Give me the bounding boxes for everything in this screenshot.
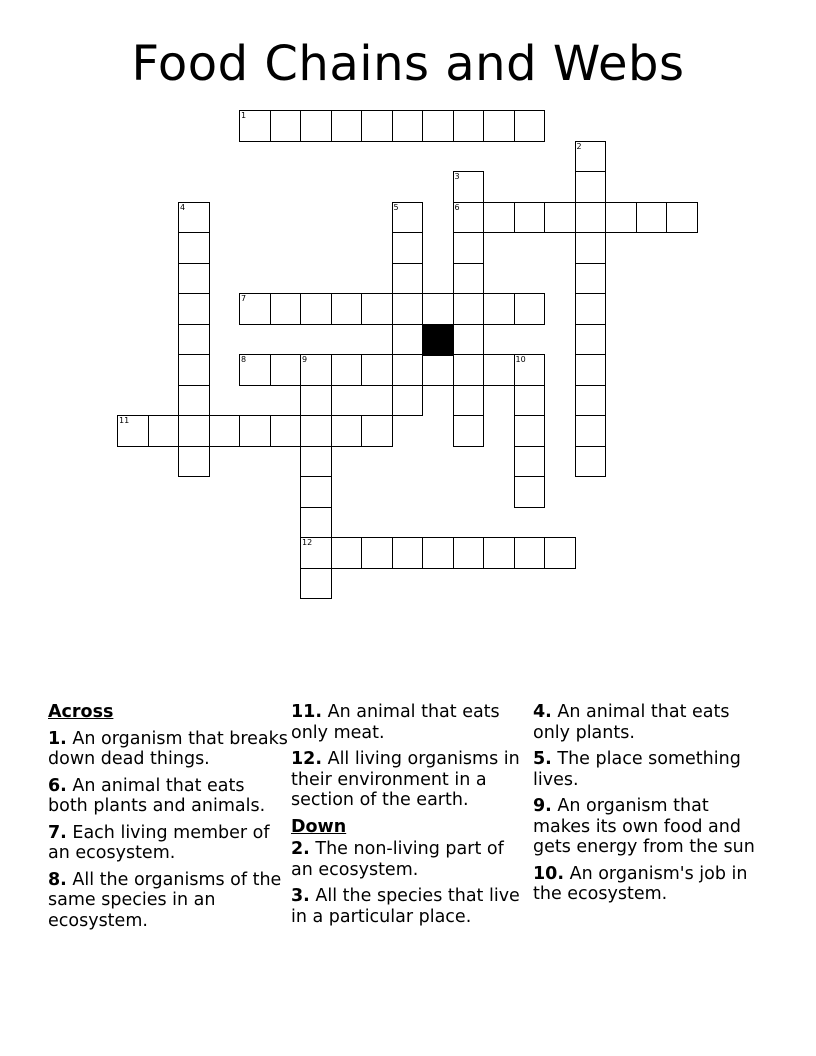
clue-number: 9 <box>302 355 308 364</box>
grid-cell[interactable] <box>514 354 546 386</box>
grid-cell[interactable] <box>178 202 210 234</box>
grid-cell[interactable] <box>483 537 515 569</box>
clue-number: 10 <box>515 355 526 364</box>
grid-cell[interactable] <box>117 415 149 447</box>
grid-cell[interactable] <box>392 324 424 356</box>
grid-cell[interactable] <box>514 202 546 234</box>
grid-cell[interactable] <box>361 293 393 325</box>
grid-cell[interactable] <box>575 354 607 386</box>
grid-cell[interactable] <box>331 415 363 447</box>
grid-cell[interactable] <box>453 324 485 356</box>
grid-cell[interactable] <box>514 385 546 417</box>
grid-cell[interactable] <box>514 537 546 569</box>
clue-number: 11 <box>119 416 130 425</box>
clue <box>533 864 768 905</box>
clue-number: 3 <box>454 172 460 181</box>
clue-text: An organism that breaks down dead things. <box>48 728 288 769</box>
grid-cell[interactable] <box>178 263 210 295</box>
grid-cell[interactable] <box>300 385 332 417</box>
grid-cell[interactable] <box>331 110 363 142</box>
grid-cell[interactable] <box>453 537 485 569</box>
grid-cell[interactable] <box>392 232 424 264</box>
grid-cell[interactable] <box>422 354 454 386</box>
clue-number: 11. <box>291 702 323 722</box>
page-title: Food Chains and Webs <box>131 36 685 92</box>
grid-cell[interactable] <box>575 385 607 417</box>
grid-cell[interactable] <box>331 537 363 569</box>
clue <box>533 749 768 790</box>
grid-cell[interactable] <box>392 202 424 234</box>
clue <box>48 823 288 864</box>
grid-cell[interactable] <box>453 354 485 386</box>
grid-cell[interactable] <box>300 110 332 142</box>
clue-number: 6. <box>48 775 67 796</box>
grid-cell[interactable] <box>300 354 332 386</box>
clue-text: An animal that eats only meat. <box>291 702 500 743</box>
grid-cell[interactable] <box>239 293 271 325</box>
grid-cell[interactable] <box>453 202 485 234</box>
grid-cell[interactable] <box>270 415 302 447</box>
grid-cell[interactable] <box>453 232 485 264</box>
grid-cell[interactable] <box>178 354 210 386</box>
clue-text: Each living member of an ecosystem. <box>48 822 270 863</box>
clue-number: 9. <box>533 796 552 816</box>
clue-number: 8. <box>48 869 67 890</box>
grid-cell[interactable] <box>392 263 424 295</box>
clue <box>48 870 288 932</box>
grid-cell[interactable] <box>422 537 454 569</box>
clue <box>533 702 768 743</box>
grid-cell[interactable] <box>361 354 393 386</box>
clue-number: 2. <box>291 839 310 859</box>
grid-cell[interactable] <box>514 293 546 325</box>
clue-number: 8 <box>241 355 247 364</box>
clues-column-1 <box>48 702 288 937</box>
clue-text: An organism that makes its own food and gets energy from the sun <box>533 796 755 857</box>
grid-cell[interactable] <box>392 110 424 142</box>
clue-text: An organism's job in the ecosystem. <box>533 863 748 904</box>
clue-number: 7 <box>241 294 247 303</box>
clue-number: 4. <box>533 702 552 722</box>
clue-text: All living organisms in their environment in a section of the earth. <box>291 749 520 810</box>
grid-cell[interactable] <box>178 415 210 447</box>
clue-text: An animal that eats only plants. <box>533 702 730 743</box>
grid-cell[interactable] <box>483 293 515 325</box>
grid-cell[interactable] <box>300 507 332 539</box>
grid-cell[interactable] <box>361 537 393 569</box>
clue-number: 12. <box>291 749 323 769</box>
grid-cell[interactable] <box>392 354 424 386</box>
grid-cell[interactable] <box>300 446 332 478</box>
clue <box>291 839 523 880</box>
grid-cell[interactable] <box>209 415 241 447</box>
clue <box>48 776 288 817</box>
across-heading: Across <box>48 702 114 722</box>
grid-cell[interactable] <box>575 232 607 264</box>
across-clues-list <box>48 729 288 932</box>
clues-column-3 <box>533 702 768 911</box>
grid-cell[interactable] <box>300 415 332 447</box>
clue <box>291 749 523 811</box>
grid-cell[interactable] <box>392 385 424 417</box>
clues-column-2 <box>291 702 523 933</box>
grid-cell[interactable] <box>392 537 424 569</box>
down-heading: Down <box>291 816 347 837</box>
grid-cell[interactable] <box>453 385 485 417</box>
grid-cell[interactable] <box>300 293 332 325</box>
grid-cell[interactable] <box>178 293 210 325</box>
grid-cell[interactable] <box>300 476 332 508</box>
grid-cell[interactable] <box>331 354 363 386</box>
grid-cell[interactable] <box>514 446 546 478</box>
grid-cell[interactable] <box>270 293 302 325</box>
clue-number: 1. <box>48 728 67 749</box>
clue-text: The non-living part of an ecosystem. <box>291 839 504 880</box>
grid-cell[interactable] <box>453 293 485 325</box>
grid-cell[interactable] <box>422 110 454 142</box>
grid-cell[interactable] <box>666 202 698 234</box>
clue-number: 5 <box>393 202 399 212</box>
grid-cell[interactable] <box>575 141 607 173</box>
grid-cell[interactable] <box>361 415 393 447</box>
grid-cell[interactable] <box>514 415 546 447</box>
clue-number: 7. <box>48 822 67 843</box>
grid-cell[interactable] <box>453 171 485 203</box>
grid-cell[interactable] <box>453 110 485 142</box>
grid-cell[interactable] <box>300 537 332 569</box>
down-clues-list <box>291 839 523 927</box>
grid-cell[interactable] <box>178 446 210 478</box>
clue-text: All the organisms of the same species in an ecosystem. <box>48 869 282 931</box>
clue-text: The place something lives. <box>533 749 741 790</box>
grid-cell[interactable] <box>453 415 485 447</box>
grid-cell[interactable] <box>575 171 607 203</box>
clue <box>291 702 523 743</box>
grid-cell[interactable] <box>575 415 607 447</box>
grid-cell[interactable] <box>300 568 332 600</box>
grid-cell[interactable] <box>575 293 607 325</box>
grid-cell[interactable] <box>392 293 424 325</box>
grid-cell[interactable] <box>178 232 210 264</box>
grid-cell[interactable] <box>605 202 637 234</box>
clue-number: 1 <box>241 111 247 120</box>
grid-cell[interactable] <box>148 415 180 447</box>
grid-cell[interactable] <box>239 415 271 447</box>
across-clues-list-continued <box>291 702 523 811</box>
clue-number: 4 <box>180 202 186 212</box>
clue-text: An animal that eats both plants and animals. <box>48 775 266 816</box>
grid-cell[interactable] <box>270 354 302 386</box>
grid-cell[interactable] <box>361 110 393 142</box>
clue-number: 6 <box>454 202 460 212</box>
grid-cell[interactable] <box>178 385 210 417</box>
clue-text: All the species that live in a particular place. <box>291 886 520 927</box>
clue-number: 3. <box>291 886 310 906</box>
grid-cell[interactable] <box>575 446 607 478</box>
grid-cell[interactable] <box>483 354 515 386</box>
clue-number: 2 <box>576 141 582 151</box>
grid-cell[interactable] <box>331 293 363 325</box>
grid-cell[interactable] <box>483 202 515 234</box>
clue-number: 10. <box>533 863 565 884</box>
clue-number: 5. <box>533 749 552 769</box>
clue <box>291 886 523 927</box>
down-clues-list-continued <box>533 702 768 905</box>
grid-cell[interactable] <box>575 324 607 356</box>
clue-number: 12 <box>302 538 313 547</box>
grid-cell[interactable] <box>575 263 607 295</box>
grid-cell[interactable] <box>239 110 271 142</box>
grid-cell[interactable] <box>483 110 515 142</box>
blocked-cell <box>422 324 454 356</box>
grid-cell[interactable] <box>514 110 546 142</box>
grid-cell[interactable] <box>239 354 271 386</box>
grid-cell[interactable] <box>544 202 576 234</box>
grid-cell[interactable] <box>636 202 668 234</box>
grid-cell[interactable] <box>270 110 302 142</box>
grid-cell[interactable] <box>514 476 546 508</box>
grid-cell[interactable] <box>453 263 485 295</box>
grid-cell[interactable] <box>178 324 210 356</box>
grid-cell[interactable] <box>575 202 607 234</box>
grid-cell[interactable] <box>422 293 454 325</box>
grid-cell[interactable] <box>544 537 576 569</box>
clue <box>48 729 288 770</box>
clue <box>533 796 768 858</box>
